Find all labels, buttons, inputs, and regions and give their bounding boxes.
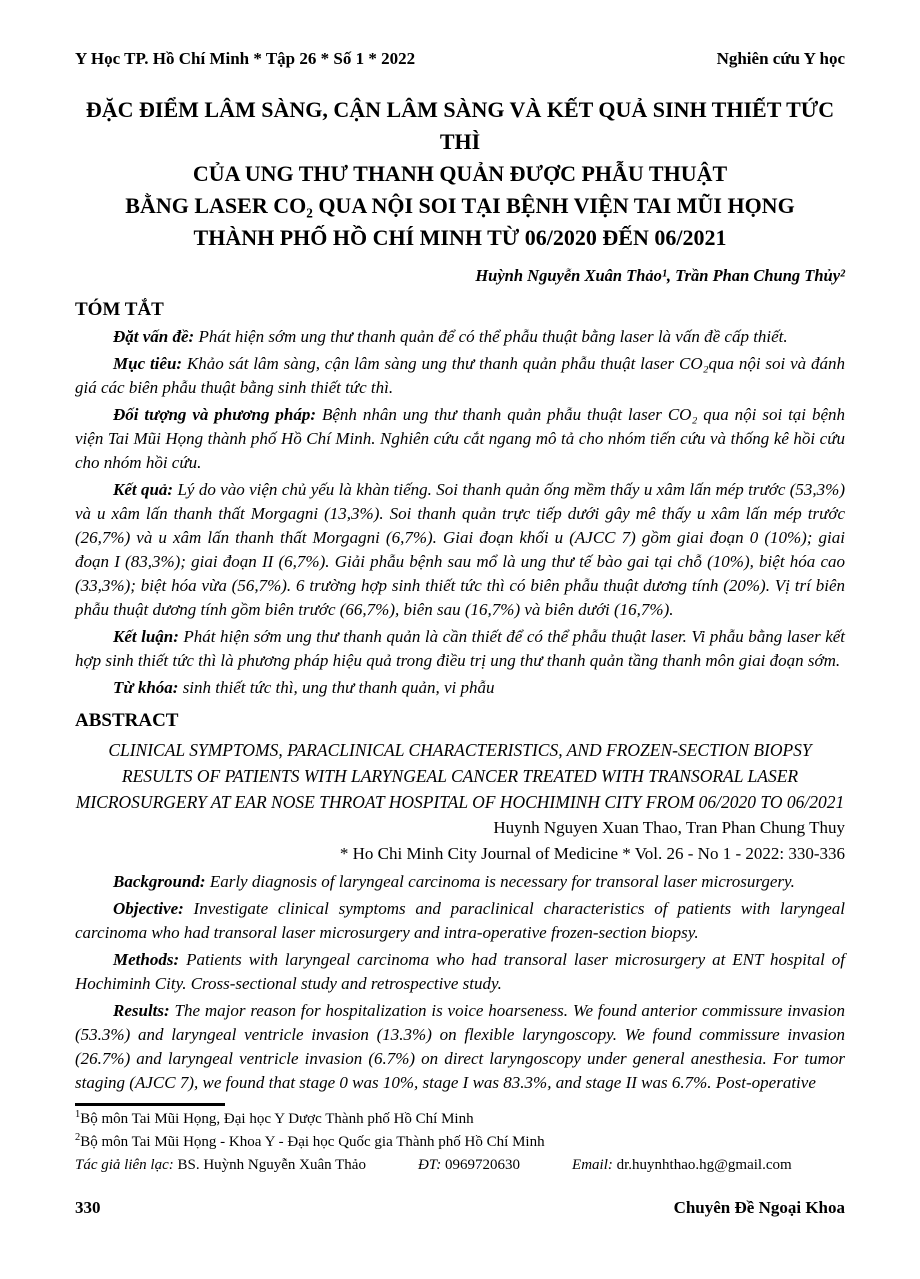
- abstract-heading: ABSTRACT: [75, 710, 179, 731]
- english-title-line-2: RESULTS OF PATIENTS WITH LARYNGEAL CANCER TREATED WITH TRANSORAL LASER: [121, 766, 799, 786]
- paragraph-label: Từ khóa:: [113, 678, 179, 697]
- email-label: Email:: [572, 1157, 613, 1173]
- corresponding-author-line: [75, 1154, 845, 1177]
- paragraph-ket-luan: [75, 625, 845, 673]
- paragraph-text: Lý do vào viện chủ yếu là khàn tiếng. Soi thanh quản ống mềm thấy u xâm lấn mép trước (53,3%) và u xâm lấn thanh thất Morgagni (13,3%). Soi thanh quản trực tiếp dưới gây mê thấy u xâm lấn mép trước (26,7%) và u xâm lấn thanh thất Morgagni (6,7%). Giai đoạn khối u (AJCC 7) gồm giai đoạn 0 (10%); giai đoạn I (83,3%); giai đoạn II (6,7%). Giải phẫu bệnh sau mổ là ung thư tế bào gai tại chỗ (10%), biệt hóa cao (33,3%); biệt hóa vừa (56,7%). 6 trường hợp sinh thiết tức thì có biên phẫu thuật dương tính (20%). Vị trí biên phẫu thuật dương tính gồm biên trước (66,7%), biên sau (16,7%) và biên dưới (16,7%).: [75, 480, 845, 619]
- paragraph-methods: [75, 948, 845, 996]
- paragraph-label: Objective:: [113, 899, 184, 918]
- tom-tat-heading: TÓM TẮT: [75, 299, 164, 320]
- affiliation-superscript: 2: [75, 1132, 81, 1143]
- page-header: [75, 48, 845, 70]
- paragraph-dat-van-de: [75, 325, 845, 349]
- journal-citation: * Ho Chi Minh City Journal of Medicine * Vol. 26 - No 1 - 2022: 330-336: [339, 844, 845, 863]
- paragraph-ket-qua: [75, 478, 845, 622]
- footnote-separator: [75, 1103, 225, 1106]
- paragraph-text: Investigate clinical symptoms and paraclinical characteristics of patients with laryngeal carcinoma who had transoral laser microsurgery and intra-operative frozen-section biopsy.: [75, 899, 846, 942]
- paragraph-text: Patients with laryngeal carcinoma who had transoral laser microsurgery at ENT hospital of Hochiminh City. Cross-sectional study and retrospective study.: [75, 950, 845, 993]
- authors-english: Huynh Nguyen Xuan Thao, Tran Phan Chung Thuy: [493, 818, 845, 837]
- article-title-line-4: THÀNH PHỐ HỒ CHÍ MINH TỪ 06/2020 ĐẾN 06/2021: [193, 225, 727, 250]
- paragraph-text: Phát hiện sớm ung thư thanh quản để có thể phẫu thuật bằng laser là vấn đề cấp thiết.: [198, 327, 788, 346]
- phone-number: 0969720630: [445, 1157, 521, 1173]
- paragraph-tu-khoa: [75, 676, 845, 700]
- paragraph-text: Khảo sát lâm sàng, cận lâm sàng ung thư thanh quản phẫu thuật laser CO₂qua nội soi và đánh giá các biên phẫu thuật bằng sinh thiết tức thì.: [75, 354, 845, 397]
- journal-header-left: Y Học TP. Hồ Chí Minh * Tập 26 * Số 1 * 2022: [75, 49, 416, 68]
- paragraph-label: Methods:: [113, 950, 180, 969]
- journal-header-right: Nghiên cứu Y học: [716, 49, 845, 68]
- paragraph-label: Background:: [113, 872, 206, 891]
- contact-name: BS. Huỳnh Nguyễn Xuân Thảo: [177, 1157, 366, 1173]
- page-footer: [75, 1198, 845, 1218]
- affiliation-1: [75, 1108, 845, 1131]
- article-title: [75, 94, 845, 254]
- paragraph-text: Phát hiện sớm ung thư thanh quản là cần thiết để có thể phẫu thuật laser. Vi phẫu bằng laser kết hợp sinh thiết tức thì là phương pháp hiệu quả trong điều trị ung thư thanh quản tầng thanh môn giai đoạn sớm.: [75, 627, 846, 670]
- email-address: dr.huynhthao.hg@gmail.com: [616, 1157, 792, 1173]
- contact-label: Tác giả liên lạc:: [75, 1157, 174, 1173]
- page-number: 330: [75, 1198, 101, 1217]
- paragraph-label: Đối tượng và phương pháp:: [113, 405, 317, 424]
- article-title-line-2: CỦA UNG THƯ THANH QUẢN ĐƯỢC PHẪU THUẬT: [192, 161, 728, 186]
- english-title-line-3: MICROSURGERY AT EAR NOSE THROAT HOSPITAL OF HOCHIMINH CITY FROM 06/2020 TO 06/2021: [75, 792, 845, 812]
- paragraph-label: Mục tiêu:: [113, 354, 183, 373]
- paragraph-doi-tuong-phuong-phap: [75, 403, 845, 475]
- paragraph-results: [75, 999, 845, 1095]
- article-title-english: [75, 737, 845, 815]
- paragraph-label: Results:: [113, 1001, 170, 1020]
- affiliation-superscript: 1: [75, 1109, 81, 1120]
- paragraph-label: Kết quả:: [113, 480, 174, 499]
- paragraph-label: Kết luận:: [113, 627, 179, 646]
- paragraph-text: sinh thiết tức thì, ung thư thanh quản, vi phẫu: [182, 678, 495, 697]
- paragraph-background: [75, 870, 845, 894]
- affiliation-text: Bộ môn Tai Mũi Họng, Đại học Y Dược Thành phố Hồ Chí Minh: [80, 1111, 474, 1127]
- authors-vietnamese: Huỳnh Nguyễn Xuân Thảo¹, Trần Phan Chung Thủy²: [475, 266, 845, 285]
- article-title-line-1: ĐẶC ĐIỂM LÂM SÀNG, CẬN LÂM SÀNG VÀ KẾT QUẢ SINH THIẾT TỨC THÌ: [85, 97, 835, 154]
- footer-section: Chuyên Đề Ngoại Khoa: [673, 1198, 845, 1217]
- paragraph-text: The major reason for hospitalization is voice hoarseness. We found anterior commissure invasion (53.3%) and laryngeal ventricle invasion (13.3%) on flexible laryngoscopy. We found commissure invasion (26.7%) and laryngeal ventricle invasion (6.7%) on direct laryngoscopy under general anesthesia. For tumor staging (AJCC 7), we found that stage 0 was 10%, stage I was 83.3%, and stage II was 6.7%. Post-operative: [75, 1001, 845, 1092]
- article-title-line-3: BẰNG LASER CO₂ QUA NỘI SOI TẠI BỆNH VIỆN TAI MŨI HỌNG: [125, 193, 795, 218]
- paragraph-muc-tieu: [75, 352, 845, 400]
- english-title-line-1: CLINICAL SYMPTOMS, PARACLINICAL CHARACTERISTICS, AND FROZEN-SECTION BIOPSY: [108, 740, 812, 760]
- paragraph-text: Early diagnosis of laryngeal carcinoma is necessary for transoral laser microsurgery.: [209, 872, 795, 891]
- affiliation-text: Bộ môn Tai Mũi Họng - Khoa Y - Đại học Quốc gia Thành phố Hồ Chí Minh: [80, 1134, 545, 1150]
- paragraph-text: Bệnh nhân ung thư thanh quản phẫu thuật laser CO₂ qua nội soi tại bệnh viện Tai Mũi Họng thành phố Hồ Chí Minh. Nghiên cứu cắt ngang mô tả cho nhóm tiến cứu và thống kê hồi cứu cho nhóm hồi cứu.: [75, 405, 845, 472]
- phone-label: ĐT:: [417, 1157, 442, 1173]
- affiliation-2: [75, 1131, 845, 1154]
- paragraph-objective: [75, 897, 845, 945]
- paragraph-label: Đặt vấn đề:: [113, 327, 195, 346]
